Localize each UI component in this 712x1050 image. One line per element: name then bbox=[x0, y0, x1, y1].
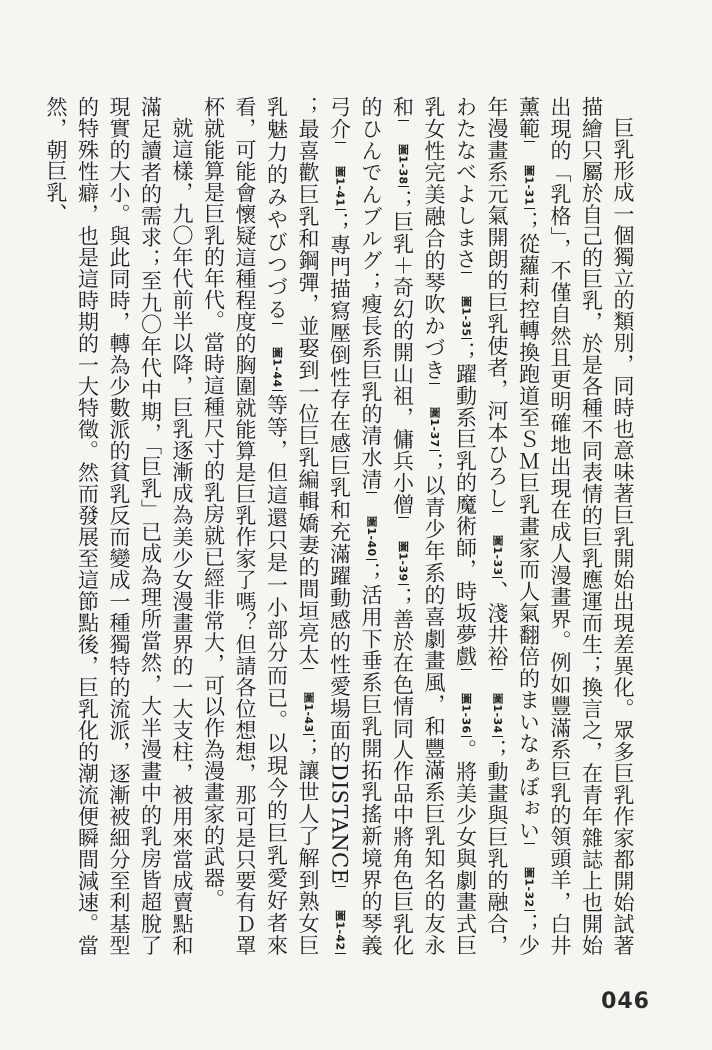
paragraph bbox=[40, 96, 198, 956]
figure-reference: 圖1-43 bbox=[303, 668, 314, 736]
figure-reference: 圖1-40 bbox=[366, 492, 377, 560]
text-run: ；躍動系巨乳的魔術師，時坂夢戲 bbox=[453, 341, 478, 668]
text-run: 。將美少女與劇畫式巨乳女性完美融合的琴吹かづき bbox=[422, 96, 478, 956]
figure-reference: 圖1-34 bbox=[492, 669, 503, 737]
figure-reference: 圖1-44 bbox=[272, 323, 283, 391]
figure-reference: 圖1-32 bbox=[524, 843, 535, 911]
paragraph bbox=[197, 96, 638, 956]
text-run: ；最喜歡巨乳和鋼彈，並娶到一位巨乳編輯嬌妻的間垣亮太 bbox=[296, 96, 320, 666]
text-run: ；從蘿莉控轉換跑道至ＳＭ巨乳畫家而人氣翻倍的まいなぁぼぉい bbox=[516, 211, 541, 842]
text-run: 就這樣，九〇年代前半以降，巨乳逐漸成為美少女漫畫界的一大支柱，被用來當成賣點和滿足讀者的需求；至九〇年代中期，「巨乳」已成為理所當然，大半漫畫中的乳房皆超脫了現實的大小。與此同時，轉為少數派的貧乳反而變成一種獨特的流派，逐漸被細分至利基型的特殊性癖，也是這時期的一大特徵。然而發展至這節點後，巨乳化的潮流便瞬間減速。當然，朝巨乳、 bbox=[44, 96, 194, 956]
figure-reference: 圖1-33 bbox=[492, 511, 503, 579]
body-text bbox=[44, 96, 638, 957]
text-run: ；動畫與巨乳的融合，わたなべよしまさ bbox=[453, 96, 509, 956]
text-run: ；讓世人了解到熟女巨乳魅力的みやびつづる bbox=[264, 96, 320, 957]
text-run: ；活用下垂系巨乳開拓乳搖新境界的琴義弓介 bbox=[327, 96, 383, 957]
figure-reference: 圖1-31 bbox=[524, 141, 535, 209]
figure-reference: 圖1-36 bbox=[461, 669, 472, 737]
text-run: DISTANCE bbox=[327, 763, 352, 885]
figure-reference: 圖1-39 bbox=[398, 517, 409, 585]
text-run: ；巨乳＋奇幻的開山祖，傭兵小僧 bbox=[390, 189, 415, 516]
page-number: 046 bbox=[601, 989, 650, 1014]
figure-reference: 圖1-37 bbox=[429, 383, 440, 451]
text-run: 等等，但這還只是一小部分而已。以現今的巨乳愛好者來看，可能會懷疑這種程度的胸圍就能算是巨乳作家了嗎？但請各位想想，那可是只要有Ｄ罩杯就能算是巨乳的年代。當時這種尺寸的乳房就已經非常大，可以作為漫畫家的武器。 bbox=[201, 96, 289, 957]
text-run: ；以青少年系的喜劇畫風，和豐滿系巨乳知名的友永和 bbox=[390, 96, 446, 956]
figure-reference: 圖1-35 bbox=[461, 272, 472, 340]
text-run: ；善於在色情同人作品中將角色巨乳化的ひんでんブルグ；瘦長系巨乳的清水清 bbox=[359, 96, 415, 956]
text-run: ；少年漫畫系元氣開朗的巨乳使者，河本ひろし bbox=[485, 96, 541, 957]
text-run: 巨乳形成一個獨立的類別，同時也意味著巨乳開始出現差異化。眾多巨乳作家都開始試著描繪只屬於自己的巨乳，於是各種不同表情的巨乳應運而生；換言之，在青年雜誌上也開始出現的「乳格」，不僅自然且更明確地出現在成人漫畫界。例如豐滿系巨乳的領頭羊，白井薰範 bbox=[516, 96, 635, 956]
figure-reference: 圖1-42 bbox=[335, 886, 346, 954]
text-run: ；專門描寫壓倒性存在感巨乳和充滿躍動感的性愛場面的 bbox=[327, 211, 352, 764]
figure-reference: 圖1-38 bbox=[398, 120, 409, 188]
text-run: 、淺井裕 bbox=[485, 580, 509, 668]
figure-reference: 圖1-41 bbox=[335, 142, 346, 210]
